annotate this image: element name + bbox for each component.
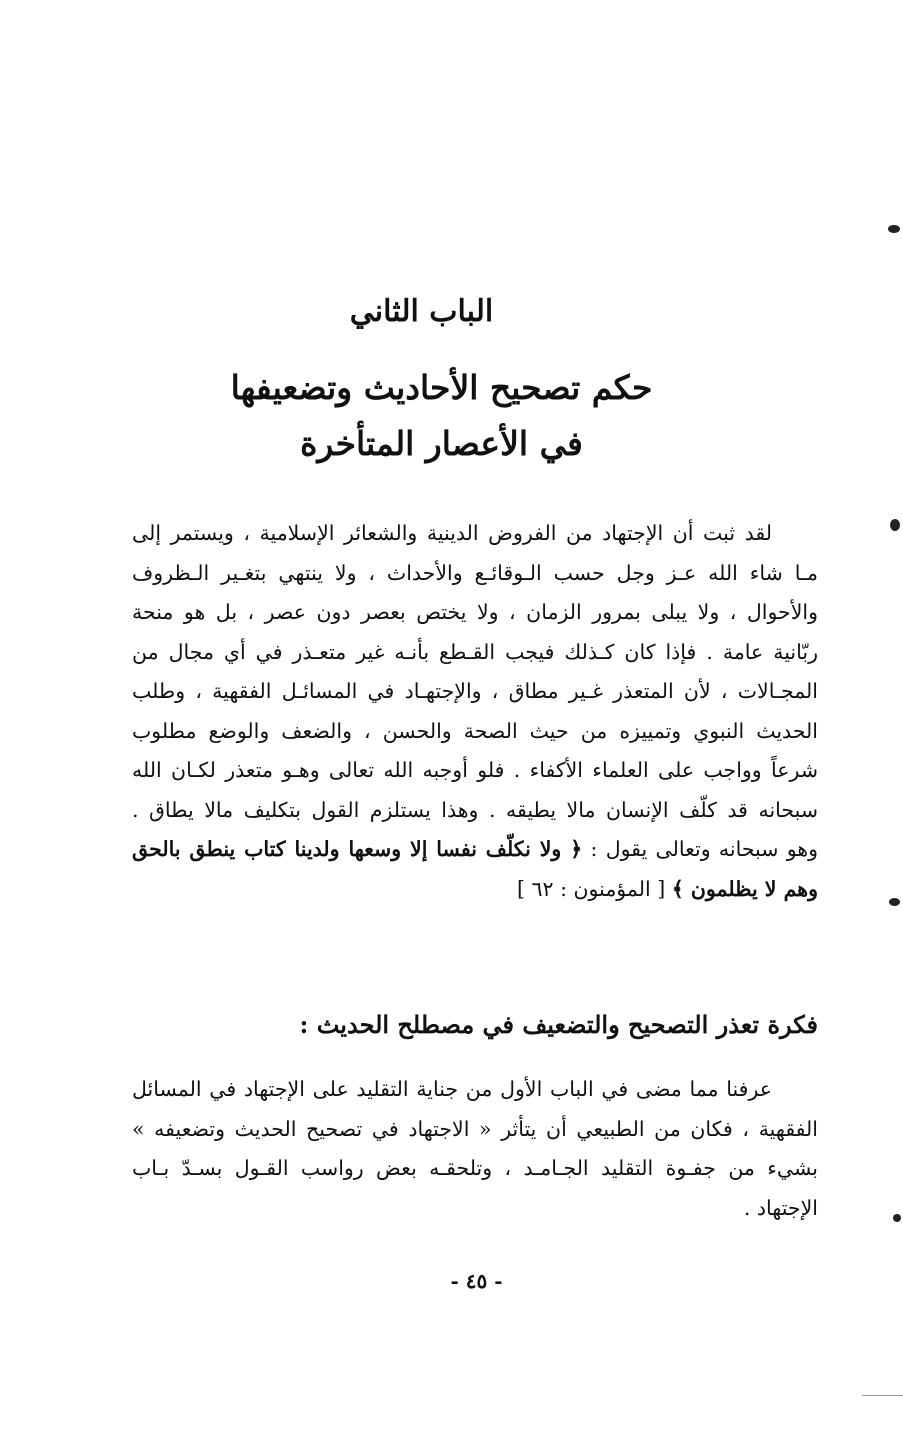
quran-verse-text: ﴿ ولا نكلّف نفسا إلا وسعها ولدينا كتاب ينطق بالحق (132, 837, 583, 861)
chapter-subtitle-line-2: في الأعصار المتأخرة (300, 424, 583, 463)
chapter-subtitle-line-1: حكم تصحيح الأحاديث وتضعيفها (230, 368, 653, 407)
paragraph-line: المجـالات ، لأن المتعذر غـير مطاق ، والإجتهـاد في المسائـل الفقهية ، وطلب (132, 679, 818, 703)
paragraph-intro (132, 514, 818, 909)
page-number: - ٤٥ - (450, 1269, 503, 1293)
paragraph-line: بشيء من جفـوة التقليد الجـامـد ، وتلحقـه بعض رواسب القـول بسـدّ بـاب (132, 1156, 818, 1180)
scan-mark (890, 519, 900, 531)
section-heading: فكرة تعذر التصحيح والتضعيف في مصطلح الحديث : (299, 1010, 818, 1039)
scan-mark (893, 1214, 901, 1222)
paragraph-line: لقد ثبت أن الإجتهاد من الفروض الدينية والشعائر الإسلامية ، ويستمر إلى (132, 521, 772, 545)
quran-verse-line: وهم لا يظلمون ﴾ [ المؤمنون : ٦٢ ] (517, 876, 818, 901)
paragraph-line: شرعاً وواجب على العلماء الأكفاء . فلو أوجبه الله تعالى وهـو متعذر لكـان الله (132, 758, 818, 782)
paragraph-line: مـا شاء الله عـز وجل حسب الـوقائـع والأحداث ، ولا ينتهي بتغـير الـظروف (132, 560, 818, 585)
paragraph-section (132, 1070, 818, 1228)
scan-mark (889, 898, 900, 906)
chapter-subtitle (0, 360, 903, 472)
paragraph-line: الإجتهاد . (743, 1195, 818, 1220)
chapter-title: الباب الثاني (349, 294, 494, 329)
quran-verse-line: وهو سبحانه وتعالى يقول : ﴿ ولا نكلّف نفسا إلا وسعها ولدينا كتاب ينطق بالحق (132, 837, 818, 861)
paragraph-line: سبحانه قد كلّف الإنسان مالا يطيقه . وهذا يستلزم القول بتكليف مالا يطاق . (132, 797, 818, 822)
quran-verse-text: وهم لا يظلمون ﴾ (671, 876, 818, 901)
paragraph-line: عرفنا مما مضى في الباب الأول من جناية التقليد على الإجتهاد في المسائل (132, 1077, 772, 1101)
paragraph-line: والأحوال ، ولا يبلى بمرور الزمان ، ولا يختص بعصر دون عصر ، بل هو منحة (132, 600, 818, 624)
scan-mark (888, 225, 900, 233)
paragraph-line: الفقهية ، فكان من الطبيعي أن يتأثر « الاجتهاد في تصحيح الحديث وتضعيفه » (132, 1116, 818, 1141)
edge-rule (862, 1395, 903, 1396)
paragraph-line: ربّانية عامة . فإذا كان كـذلك فيجب القـطع بأنـه غير متعـذر في أي مجال من (132, 639, 818, 664)
paragraph-line: الحديث النبوي وتمييزه من حيث الصحة والحسن ، والضعف والوضع مطلوب (132, 718, 818, 743)
